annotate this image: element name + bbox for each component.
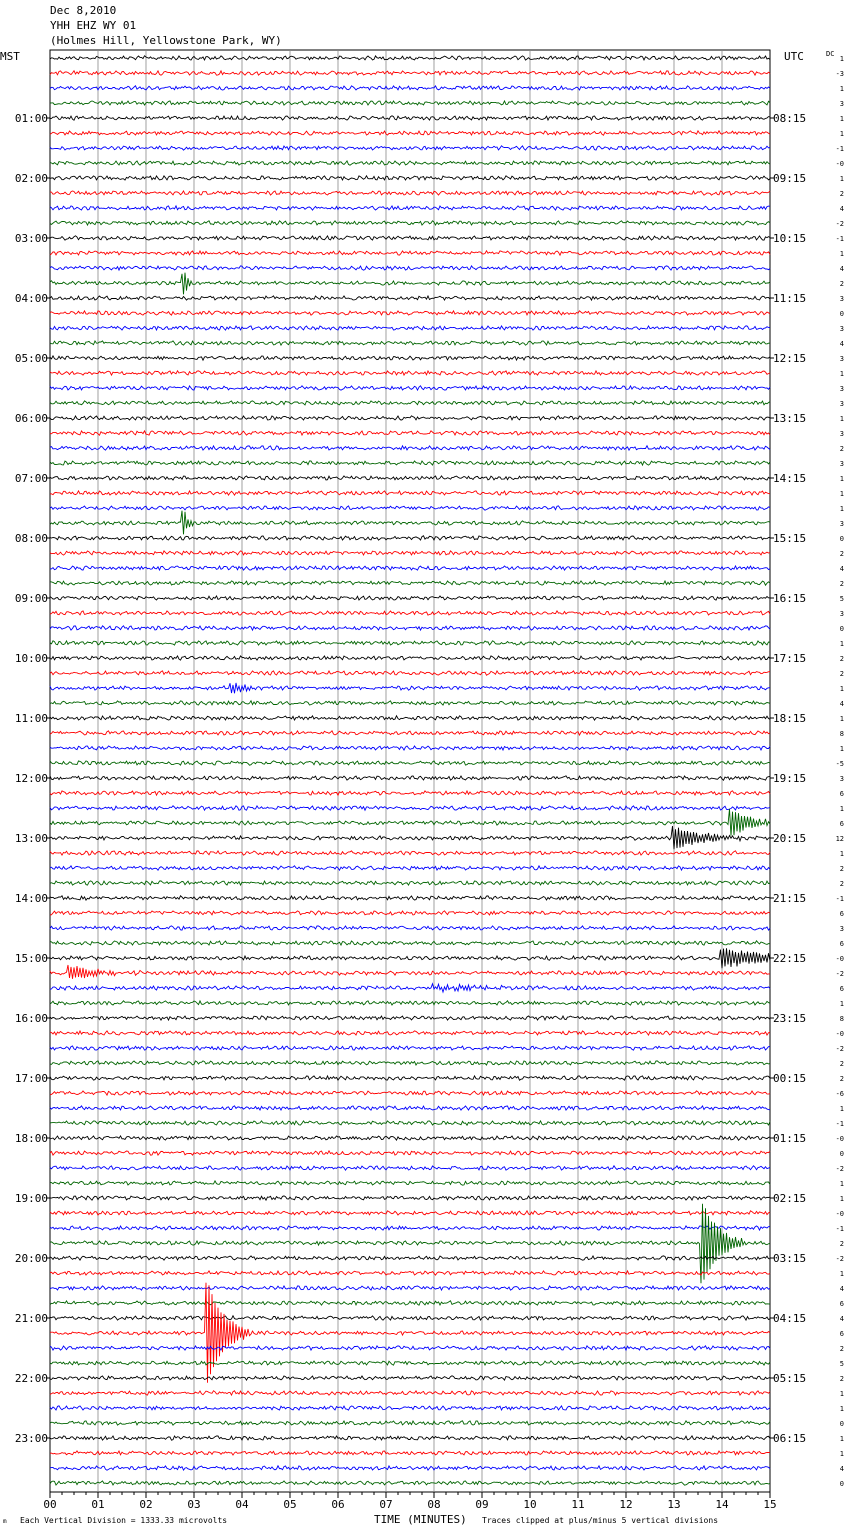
dc-offset-label: 2 [839,1075,844,1083]
x-tick-label: 11 [571,1498,585,1511]
dc-offset-label: 1 [839,505,844,513]
trace-line [50,1301,770,1305]
trace-line [50,1451,770,1455]
right-timezone: UTC [784,50,804,63]
x-tick-label: 01 [91,1498,105,1511]
x-tick-label: 13 [667,1498,681,1511]
left-hour-label: 10:00 [14,652,48,665]
trace-line [50,809,770,836]
trace-line [50,566,770,570]
footer-mark: m [3,1518,7,1525]
dc-offset-label: 5 [839,595,844,603]
trace-line [50,1466,770,1470]
dc-offset-label: 1 [839,415,844,423]
right-hour-label: 05:15 [773,1372,807,1385]
dc-offset-label: -0 [835,160,844,168]
trace-line [50,984,770,992]
left-hour-label: 20:00 [14,1252,48,1265]
dc-offset-label: 3 [839,430,844,438]
dc-offset-label: 6 [839,1330,844,1338]
dc-offset-label: 1 [839,640,844,648]
trace-line [50,1286,770,1290]
dc-offset-label: 1 [839,1270,844,1278]
trace-line [50,1106,770,1110]
right-hour-label: 09:15 [773,172,807,185]
trace-line [50,461,770,465]
left-hour-label: 04:00 [14,292,48,305]
dc-offset-label: -2 [835,1045,844,1053]
right-hour-label: 18:15 [773,712,807,725]
dc-offset-label: 4 [839,340,844,348]
trace-line [50,1196,770,1200]
left-hour-label: 13:00 [14,832,48,845]
right-hour-label: 10:15 [773,232,807,245]
left-hour-label: 21:00 [14,1312,48,1325]
trace-line [50,1211,770,1215]
dc-offset-label: 12 [835,835,844,843]
dc-offset-label: 1 [839,1000,844,1008]
trace-line [50,311,770,315]
dc-offset-label: 1 [839,850,844,858]
dc-offset-label: -6 [835,1090,844,1098]
trace-line [50,71,770,75]
dc-offset-label: 4 [839,700,844,708]
dc-offset-label: 2 [839,190,844,198]
trace-line [50,401,770,405]
dc-offset-label: -2 [835,970,844,978]
dc-offset-label: 4 [839,265,844,273]
trace-line [50,641,770,645]
dc-offset-label: 0 [839,1480,844,1488]
dc-offset-label: 2 [839,865,844,873]
x-tick-label: 05 [283,1498,297,1511]
dc-offset-label: 3 [839,775,844,783]
trace-line [50,191,770,195]
trace-line [50,176,770,180]
right-hour-label: 00:15 [773,1072,807,1085]
trace-line [50,296,770,300]
trace-line [50,1001,770,1005]
right-hour-label: 19:15 [773,772,807,785]
left-hour-label: 02:00 [14,172,48,185]
dc-offset-label: -5 [835,760,844,768]
left-hour-label: 08:00 [14,532,48,545]
dc-offset-label: 2 [839,550,844,558]
trace-line [50,746,770,750]
trace-line [50,1361,770,1365]
left-hour-label: 17:00 [14,1072,48,1085]
trace-line [50,131,770,135]
trace-line [50,511,770,535]
dc-offset-label: 1 [839,1450,844,1458]
trace-line [50,1166,770,1170]
right-hour-label: 23:15 [773,1012,807,1025]
dc-offset-label: 0 [839,535,844,543]
dc-offset-label: 6 [839,910,844,918]
trace-line [50,491,770,495]
dc-offset-label: 1 [839,805,844,813]
left-hour-label: 18:00 [14,1132,48,1145]
trace-line [50,1346,770,1350]
dc-offset-label: 2 [839,1240,844,1248]
trace-line [50,116,770,120]
trace-line [50,761,770,765]
dc-offset-label: 2 [839,1345,844,1353]
trace-line [50,791,770,795]
dc-offset-label: 4 [839,1285,844,1293]
trace-line [50,1076,770,1080]
dc-offset-label: 2 [839,280,844,288]
dc-offset-label: 2 [839,880,844,888]
dc-offset-label: 2 [839,580,844,588]
trace-line [50,1031,770,1035]
dc-offset-label: 1 [839,130,844,138]
trace-line [50,386,770,390]
trace-line [50,626,770,630]
x-tick-label: 03 [187,1498,201,1511]
right-hour-label: 08:15 [773,112,807,125]
trace-line [50,896,770,900]
trace-line [50,1016,770,1020]
dc-offset-label: 1 [839,1405,844,1413]
left-hour-label: 12:00 [14,772,48,785]
dc-offset-label: -3 [835,70,844,78]
trace-line [50,476,770,480]
dc-offset-label: 1 [839,1180,844,1188]
dc-offset-label: 2 [839,1375,844,1383]
trace-line [50,236,770,240]
dc-offset-label: -1 [835,1225,844,1233]
trace-line [50,101,770,105]
right-hour-label: 16:15 [773,592,807,605]
left-hour-label: 23:00 [14,1432,48,1445]
trace-line [50,341,770,345]
trace-line [50,1436,770,1440]
dc-offset-label: 8 [839,730,844,738]
x-tick-label: 00 [43,1498,57,1511]
trace-line [50,826,770,849]
x-axis-title: TIME (MINUTES) [374,1513,467,1526]
dc-offset-label: 5 [839,1360,844,1368]
dc-offset-label: 4 [839,1465,844,1473]
dc-offset-label: 1 [839,1105,844,1113]
trace-line [50,806,770,810]
left-hour-label: 22:00 [14,1372,48,1385]
dc-offset-label: 3 [839,355,844,363]
x-tick-label: 02 [139,1498,153,1511]
left-hour-label: 09:00 [14,592,48,605]
dc-offset-label: -1 [835,1120,844,1128]
trace-line [50,161,770,165]
trace-line [50,431,770,435]
dc-offset-label: 1 [839,370,844,378]
dc-offset-label: 8 [839,1015,844,1023]
dc-offset-label: 3 [839,385,844,393]
x-tick-label: 06 [331,1498,345,1511]
dc-offset-label: -2 [835,1255,844,1263]
left-hour-label: 06:00 [14,412,48,425]
dc-offset-label: 3 [839,460,844,468]
dc-offset-label: 3 [839,520,844,528]
trace-line [50,1376,770,1380]
trace-line [50,683,770,693]
left-hour-label: 11:00 [14,712,48,725]
dc-offset-label: 4 [839,565,844,573]
dc-offset-label: 3 [839,325,844,333]
trace-line [50,1316,770,1320]
left-hour-label: 19:00 [14,1192,48,1205]
trace-line [50,506,770,510]
dc-offset-label: 0 [839,310,844,318]
right-hour-label: 14:15 [773,472,807,485]
dc-offset-label: 2 [839,670,844,678]
dc-offset-label: 3 [839,400,844,408]
clip-note: Traces clipped at plus/minus 5 vertical divisions [482,1516,719,1525]
station-code: YHH EHZ WY 01 [50,19,137,32]
dc-offset-label: -2 [835,220,844,228]
dc-offset-label: 1 [839,115,844,123]
right-hour-label: 21:15 [773,892,807,905]
trace-line [50,146,770,150]
trace-line [50,911,770,915]
dc-offset-label: 4 [839,1315,844,1323]
dc-offset-label: -1 [835,895,844,903]
trace-line [50,1046,770,1050]
dc-offset-label: 1 [839,1195,844,1203]
trace-line [50,1391,770,1395]
dc-offset-label: 6 [839,790,844,798]
x-tick-label: 10 [523,1498,537,1511]
trace-line [50,446,770,450]
dc-offset-label: 3 [839,610,844,618]
dc-offset-label: 3 [839,100,844,108]
trace-line [50,1121,770,1125]
trace-line [50,1061,770,1065]
trace-line [50,701,770,705]
trace-line [50,1151,770,1155]
x-tick-label: 09 [475,1498,489,1511]
dc-offset-label: 6 [839,985,844,993]
right-hour-label: 04:15 [773,1312,807,1325]
left-hour-label: 01:00 [14,112,48,125]
trace-line [50,881,770,885]
dc-offset-label: 1 [839,475,844,483]
right-hour-label: 22:15 [773,952,807,965]
scale-note: Each Vertical Division = 1333.33 microvolts [20,1516,228,1525]
dc-offset-label: 3 [839,925,844,933]
trace-line [50,356,770,360]
trace-line [50,1283,770,1383]
dc-offset-label: 6 [839,1300,844,1308]
right-hour-label: 20:15 [773,832,807,845]
trace-line [50,1421,770,1425]
x-tick-label: 15 [763,1498,777,1511]
left-hour-label: 14:00 [14,892,48,905]
trace-line [50,56,770,60]
dc-offset-label: 1 [839,715,844,723]
dc-offset-label: 1 [839,85,844,93]
right-hour-label: 17:15 [773,652,807,665]
dc-offset-label: 1 [839,745,844,753]
trace-line [50,716,770,720]
trace-line [50,926,770,930]
trace-line [50,1271,770,1275]
dc-offset-label: 1 [839,685,844,693]
dc-offset-label: 2 [839,445,844,453]
trace-line [50,1181,770,1185]
x-tick-label: 12 [619,1498,633,1511]
trace-line [50,611,770,615]
trace-line [50,416,770,420]
trace-line [50,1256,770,1260]
trace-line [50,596,770,600]
trace-line [50,1481,770,1485]
trace-line [50,251,770,255]
dc-offset-label: 2 [839,655,844,663]
dc-offset-label: -1 [835,235,844,243]
trace-line [50,1091,770,1095]
dc-offset-label: 1 [839,250,844,258]
dc-offset-label: -1 [835,145,844,153]
trace-line [50,1406,770,1410]
dc-offset-label: 1 [839,490,844,498]
trace-line [50,1136,770,1140]
trace-line [50,965,770,979]
left-hour-label: 03:00 [14,232,48,245]
right-hour-label: 13:15 [773,412,807,425]
dc-offset-label: 0 [839,1420,844,1428]
dc-header: DC [826,50,835,58]
record-date: Dec 8,2010 [50,4,117,17]
dc-offset-label: 1 [839,1390,844,1398]
trace-line [50,86,770,90]
x-tick-label: 14 [715,1498,729,1511]
trace-line [50,941,770,945]
x-tick-label: 07 [379,1498,393,1511]
dc-offset-label: 6 [839,940,844,948]
dc-offset-label: -2 [835,1165,844,1173]
trace-line [50,948,770,968]
x-tick-label: 04 [235,1498,249,1511]
dc-offset-label: -0 [835,1135,844,1143]
dc-offset-label: 6 [839,820,844,828]
right-hour-label: 15:15 [773,532,807,545]
trace-line [50,731,770,735]
trace-line [50,206,770,210]
dc-offset-label: 4 [839,205,844,213]
trace-line [50,371,770,375]
trace-line [50,656,770,660]
trace-line [50,1226,770,1230]
trace-line [50,221,770,225]
trace-line [50,581,770,585]
left-hour-label: 16:00 [14,1012,48,1025]
right-hour-label: 01:15 [773,1132,807,1145]
right-hour-label: 06:15 [773,1432,807,1445]
dc-offset-label: 2 [839,1060,844,1068]
left-timezone: MST [0,50,20,63]
trace-line [50,551,770,555]
dc-offset-label: -0 [835,955,844,963]
trace-line [50,273,770,295]
dc-offset-label: 1 [839,55,844,63]
trace-line [50,776,770,780]
right-hour-label: 12:15 [773,352,807,365]
right-hour-label: 02:15 [773,1192,807,1205]
dc-offset-label: 0 [839,625,844,633]
left-hour-label: 07:00 [14,472,48,485]
trace-line [50,326,770,330]
trace-line [50,671,770,675]
right-hour-label: 11:15 [773,292,807,305]
trace-line [50,851,770,855]
station-location: (Holmes Hill, Yellowstone Park, WY) [50,34,282,47]
x-tick-label: 08 [427,1498,441,1511]
dc-offset-label: 1 [839,1435,844,1443]
dc-offset-label: -0 [835,1210,844,1218]
left-hour-label: 15:00 [14,952,48,965]
dc-offset-label: 0 [839,1150,844,1158]
trace-line [50,266,770,270]
left-hour-label: 05:00 [14,352,48,365]
dc-offset-label: 3 [839,295,844,303]
right-hour-label: 03:15 [773,1252,807,1265]
dc-offset-label: -0 [835,1030,844,1038]
trace-line [50,536,770,540]
dc-offset-label: 1 [839,175,844,183]
trace-line [50,866,770,870]
